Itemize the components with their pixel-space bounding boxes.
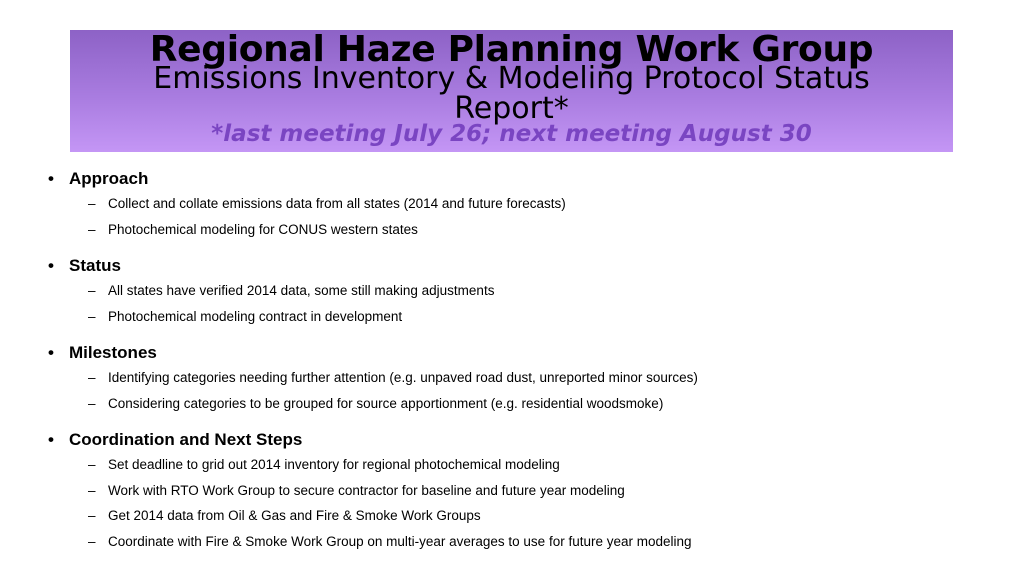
- list-item: [48, 304, 988, 330]
- list-item-text: Photochemical modeling contract in development: [108, 308, 403, 324]
- dash-icon: –: [88, 196, 96, 211]
- list-item-text: Get 2014 data from Oil & Gas and Fire & Smoke Work Groups: [108, 508, 481, 523]
- list-item: [48, 529, 988, 555]
- section-milestones: [48, 340, 988, 416]
- bullet-icon: •: [48, 430, 54, 449]
- section-heading: Approach: [69, 169, 149, 188]
- list-item-text: Identifying categories needing further attention (e.g. unpaved road dust, unreported minor sources): [108, 370, 698, 385]
- section-status: [48, 253, 988, 329]
- list-item: [48, 503, 988, 529]
- section-coordination: [48, 427, 988, 554]
- list-item-text: Photochemical modeling for CONUS western states: [108, 221, 418, 237]
- list-item-text: All states have verified 2014 data, some still making adjustments: [108, 283, 495, 298]
- section-approach: [48, 166, 988, 242]
- slide-subtitle: Emissions Inventory & Modeling Protocol Status Report*: [153, 61, 870, 126]
- list-item: [48, 478, 988, 504]
- section-heading: Milestones: [69, 343, 157, 362]
- list-item-text: Coordinate with Fire & Smoke Work Group on multi-year averages to use for future year modeling: [108, 533, 692, 549]
- list-item-text: Considering categories to be grouped for source apportionment (e.g. residential woodsmoke): [108, 395, 664, 411]
- dash-icon: –: [88, 533, 96, 549]
- bullet-content: [48, 166, 988, 554]
- bullet-icon: •: [48, 343, 54, 362]
- list-item: [48, 365, 988, 391]
- list-item: [48, 278, 988, 304]
- dash-icon: –: [88, 283, 96, 298]
- slide-title: Regional Haze Planning Work Group: [149, 30, 874, 70]
- dash-icon: –: [88, 308, 96, 324]
- section-heading: Status: [69, 256, 121, 275]
- bullet-icon: •: [48, 256, 54, 275]
- section-heading: Coordination and Next Steps: [69, 430, 303, 449]
- list-item-text: Set deadline to grid out 2014 inventory for regional photochemical modeling: [108, 457, 560, 472]
- dash-icon: –: [88, 395, 96, 411]
- meeting-note: *last meeting July 26; next meeting August 30: [211, 121, 812, 147]
- list-item: [48, 217, 988, 243]
- title-banner: [70, 30, 953, 152]
- dash-icon: –: [88, 221, 96, 237]
- bullet-icon: •: [48, 169, 54, 188]
- dash-icon: –: [88, 482, 96, 498]
- dash-icon: –: [88, 457, 96, 472]
- list-item-text: Work with RTO Work Group to secure contractor for baseline and future year modeling: [108, 482, 625, 498]
- list-item-text: Collect and collate emissions data from all states (2014 and future forecasts): [108, 196, 566, 211]
- dash-icon: –: [88, 508, 96, 523]
- dash-icon: –: [88, 370, 96, 385]
- list-item: [48, 191, 988, 217]
- list-item: [48, 391, 988, 417]
- list-item: [48, 452, 988, 478]
